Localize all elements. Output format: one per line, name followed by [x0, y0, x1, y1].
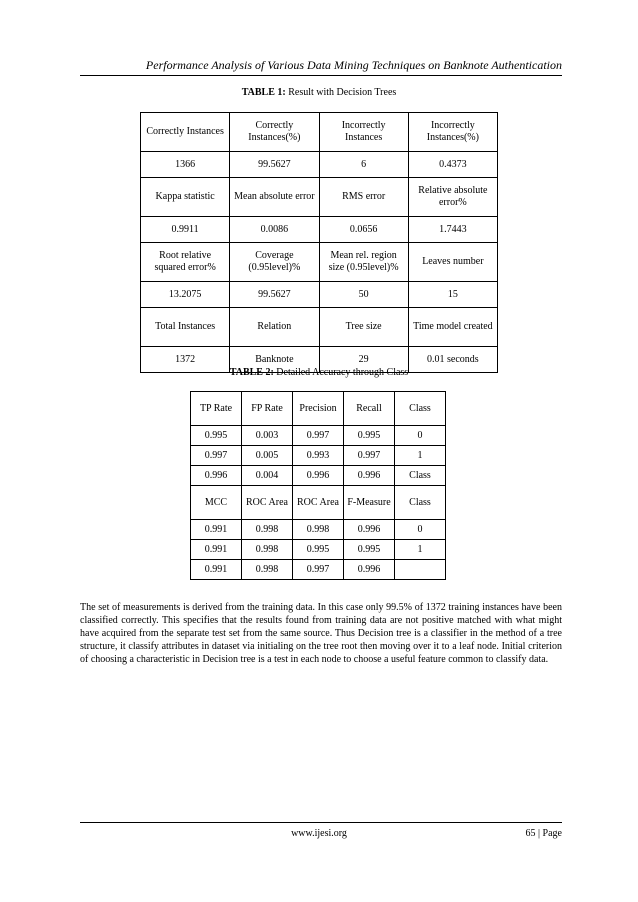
table-cell: 0.9911: [141, 217, 230, 243]
table-row: [141, 152, 498, 178]
table-cell: Incorrectly Instances: [319, 113, 408, 152]
accuracy-table: [190, 391, 446, 580]
table-cell: MCC: [191, 486, 242, 520]
footer-page-number: 65 | Page: [525, 828, 562, 839]
table-row: [191, 446, 446, 466]
table-cell: 0.996: [191, 466, 242, 486]
table-row: [191, 426, 446, 446]
table-cell: F-Measure: [344, 486, 395, 520]
table-cell: 0.993: [293, 446, 344, 466]
table-cell: Class: [395, 466, 446, 486]
table-cell: Mean absolute error: [230, 178, 319, 217]
table-cell: 0.998: [242, 540, 293, 560]
table-cell: 13.2075: [141, 282, 230, 308]
table-cell: 0.997: [293, 560, 344, 580]
table-cell: Recall: [344, 392, 395, 426]
table-cell: 0.995: [344, 426, 395, 446]
table-cell: 15: [408, 282, 497, 308]
body-paragraph: The set of measurements is derived from the training data. In this case only 99.5% of 1372 training instances have been classified correctly. This specifies that the results found from training data are not positive matched with what might have acquired from the separate test set from the same source. Thus Decision tree is a classifier in the method of a tree structure, it classify attributes in dataset via initialing on the tree root then moving over it to a leaf node. Initial criterion of choosing a characteristic in Decision tree is a test in each node to choose a useful feature common to classify data.: [80, 602, 562, 665]
table-cell: Total Instances: [141, 308, 230, 347]
table-cell: 0.005: [242, 446, 293, 466]
footer-divider: [80, 822, 562, 823]
table-cell: 99.5627: [230, 282, 319, 308]
table-cell: 0: [395, 520, 446, 540]
table-cell: 0.997: [293, 426, 344, 446]
table-cell: 0.0086: [230, 217, 319, 243]
table-cell: 0.995: [293, 540, 344, 560]
table-cell: 0.01 seconds: [408, 347, 497, 373]
table-row: [141, 217, 498, 243]
table-cell: 1: [395, 446, 446, 466]
table-cell: RMS error: [319, 178, 408, 217]
table-cell: 0.995: [344, 540, 395, 560]
table-row: [191, 540, 446, 560]
table2-caption-text: Detailed Accuracy through Class: [276, 367, 409, 378]
table2-caption-label: TABLE 2:: [229, 367, 274, 378]
table-cell: FP Rate: [242, 392, 293, 426]
table-cell: 0.996: [293, 466, 344, 486]
table-cell: Relative absolute error%: [408, 178, 497, 217]
table-cell: Relation: [230, 308, 319, 347]
table-cell: Precision: [293, 392, 344, 426]
table-cell: 0.996: [344, 560, 395, 580]
table-cell: Incorrectly Instances(%): [408, 113, 497, 152]
table-cell: 0.004: [242, 466, 293, 486]
table-cell: Kappa statistic: [141, 178, 230, 217]
table-cell: ROC Area: [293, 486, 344, 520]
table1-caption-text: Result with Decision Trees: [288, 87, 397, 98]
table-cell: 99.5627: [230, 152, 319, 178]
table-cell: Tree size: [319, 308, 408, 347]
table-cell: 0.998: [293, 520, 344, 540]
table-cell: 0: [395, 426, 446, 446]
table-cell: Class: [395, 486, 446, 520]
table-cell: 0.003: [242, 426, 293, 446]
table-cell: 1366: [141, 152, 230, 178]
table-cell: Time model created: [408, 308, 497, 347]
table-cell: Correctly Instances: [141, 113, 230, 152]
table-cell: Mean rel. region size (0.95level)%: [319, 243, 408, 282]
table-cell: 0.998: [242, 520, 293, 540]
table-cell: Coverage (0.95level)%: [230, 243, 319, 282]
table-cell: 29: [319, 347, 408, 373]
table-cell: Correctly Instances(%): [230, 113, 319, 152]
footer-site-link[interactable]: www.ijesi.org: [291, 828, 347, 839]
table-cell: 0.996: [344, 520, 395, 540]
table-cell: Leaves number: [408, 243, 497, 282]
table-cell: 0.997: [191, 446, 242, 466]
table-cell: [395, 560, 446, 580]
table-cell: 50: [319, 282, 408, 308]
table-cell: 0.991: [191, 560, 242, 580]
table-cell: 0.995: [191, 426, 242, 446]
table-row: [141, 282, 498, 308]
table-cell: 0.996: [344, 466, 395, 486]
table-cell: 1372: [141, 347, 230, 373]
table-cell: 1: [395, 540, 446, 560]
table-cell: 0.991: [191, 540, 242, 560]
table-cell: 1.7443: [408, 217, 497, 243]
table-row: [141, 243, 498, 282]
table-row: [191, 466, 446, 486]
table-row: [141, 113, 498, 152]
table-cell: 6: [319, 152, 408, 178]
table-cell: 0.4373: [408, 152, 497, 178]
table2-caption: [0, 367, 638, 379]
table-row: [191, 392, 446, 426]
table-row: [191, 486, 446, 520]
table-cell: ROC Area: [242, 486, 293, 520]
table-row: [141, 178, 498, 217]
table1-caption-label: TABLE 1:: [241, 87, 286, 98]
table-row: [191, 520, 446, 540]
table-row: [141, 308, 498, 347]
table-cell: 0.998: [242, 560, 293, 580]
table-cell: Class: [395, 392, 446, 426]
table-cell: Root relative squared error%: [141, 243, 230, 282]
table-row: [191, 560, 446, 580]
table1-caption: [0, 87, 638, 99]
table-cell: 0.991: [191, 520, 242, 540]
table-cell: TP Rate: [191, 392, 242, 426]
table-cell: 0.997: [344, 446, 395, 466]
table-cell: Banknote: [230, 347, 319, 373]
results-table: [140, 112, 498, 373]
running-header: Performance Analysis of Various Data Mining Techniques on Banknote Authentication: [80, 58, 562, 76]
table-cell: 0.0656: [319, 217, 408, 243]
